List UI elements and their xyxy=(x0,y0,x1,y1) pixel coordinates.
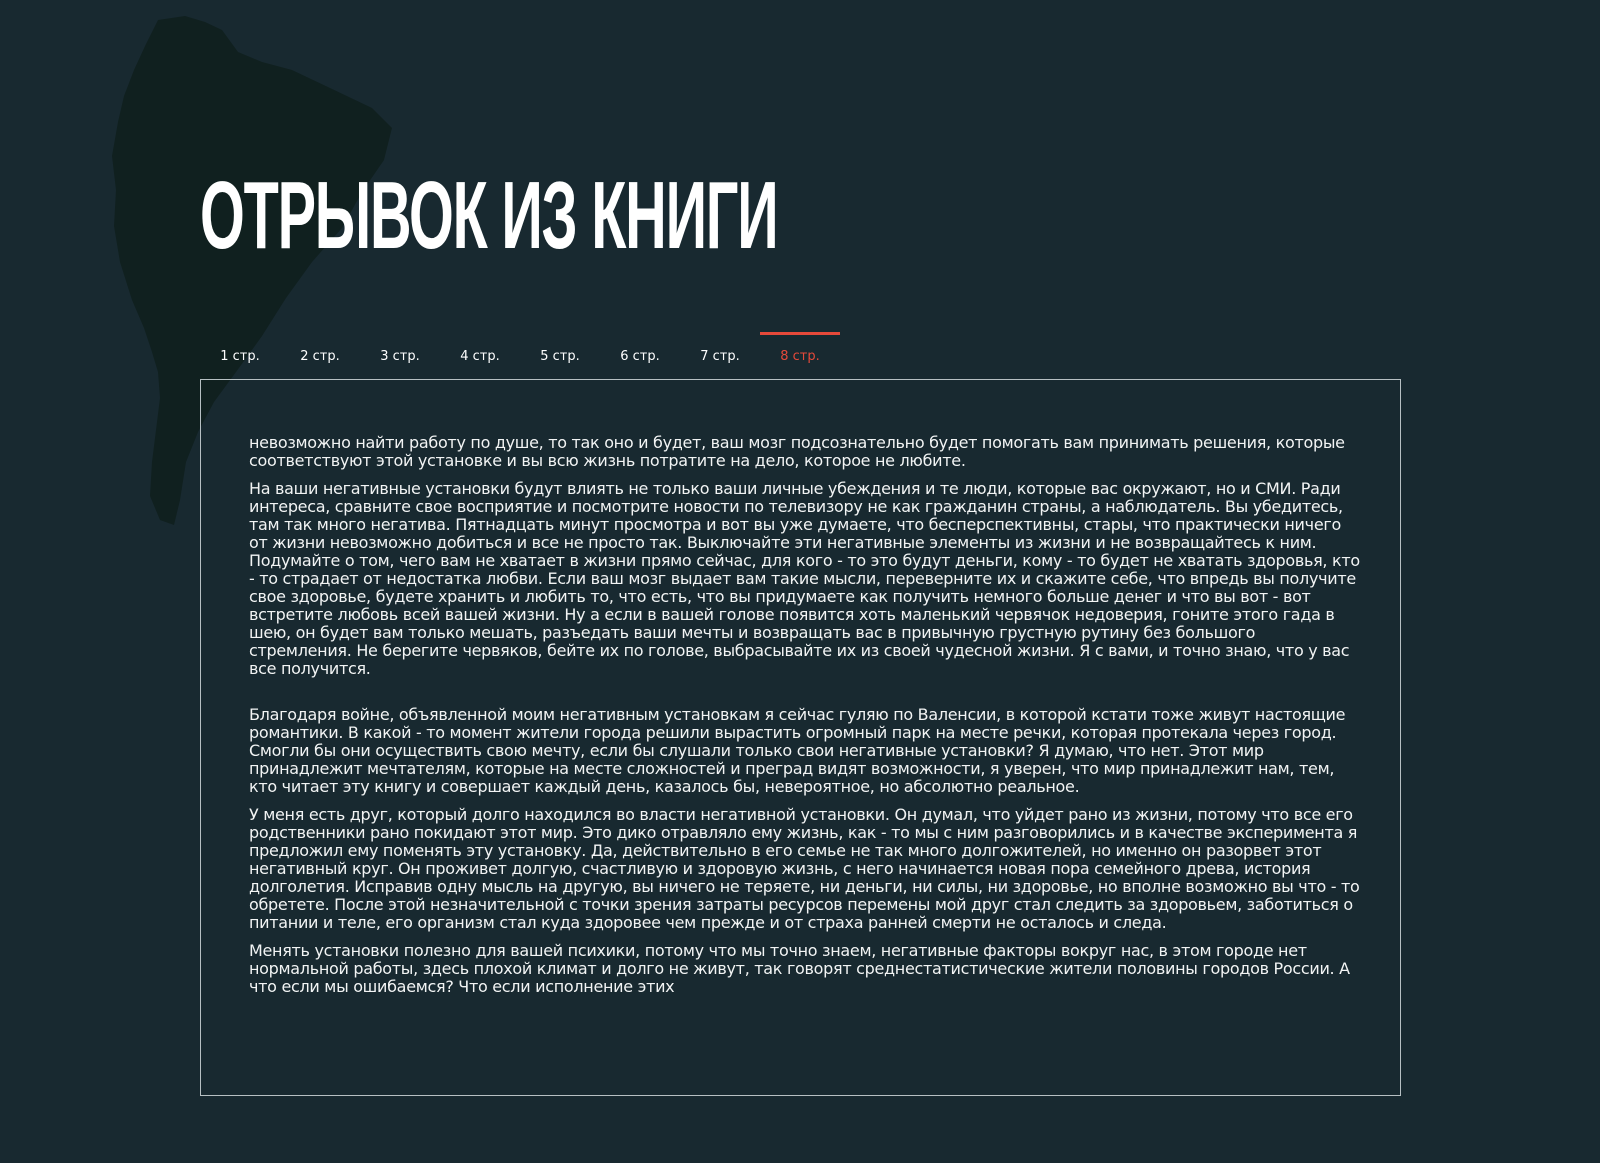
page-tabs xyxy=(200,332,840,372)
tab-page-7[interactable]: 7 стр. xyxy=(700,349,740,364)
tab-page-6[interactable]: 6 стр. xyxy=(620,349,660,364)
excerpt-paragraph: Благодаря войне, объявленной моим негативным установкам я сейчас гуляю по Валенсии, в которой кстати тоже живут настоящие романтики. В какой - то момент жители города решили вырастить огромный парк на месте речки, которая протекала через город. Смогли бы они осуществить свою мечту, если бы слушали только свои негативные установки? Я думаю, что нет. Этот мир принадлежит мечтателям, которые на месте сложностей и преград видят возможности, я уверен, что мир принадлежит нам, тем, кто читает эту книгу и совершает каждый день, казалось бы, невероятное, но абсолютно реальное. xyxy=(249,705,1346,796)
excerpt-paragraph: невозможно найти работу по душе, то так оно и будет, ваш мозг подсознательно будет помогать вам принимать решения, которые соответствуют этой установке и вы всю жизнь потратите на дело, которое не любите. xyxy=(249,433,1345,470)
tab-page-3[interactable]: 3 стр. xyxy=(380,349,420,364)
tab-page-8[interactable]: 8 стр. xyxy=(760,332,840,372)
excerpt-paragraph: На ваши негативные установки будут влиять не только ваши личные убеждения и те люди, которые вас окружают, но и СМИ. Ради интереса, сравните свое восприятие и посмотрите новости по телевизору не как гражданин страны, а наблюдатель. Вы убедитесь, там так много негатива. Пятнадцать минут просмотра и вот вы уже думаете, что бесперспективны, стары, что практически ничего от жизни невозможно добиться и все не просто так. Выключайте эти негативные элементы из жизни и не возвращайтесь к ним. Подумайте о том, чего вам не хватает в жизни прямо сейчас, для кого - то это будут деньги, кому - то будет не хватать здоровья, кто - то страдает от недостатка любви. Если ваш мозг выдает вам такие мысли, переверните их и скажите себе, что впредь вы получите свое здоровье, будете хранить и любить то, что есть, что вы придумаете как получить немного больше денег и что вы вот - вот встретите любовь всей вашей жизни. Ну а если в вашей голове появится хоть маленький червячок недоверия, гоните этого гада в шею, он будет вам только мешать, разъедать ваши мечты и возвращать вас в привычную грустную рутину без большого стремления. Не берегите червяков, бейте их по голове, выбрасывайте их из своей чудесной жизни. Я с вами, и точно знаю, что у вас все получится. xyxy=(249,479,1360,678)
tab-page-5[interactable]: 5 стр. xyxy=(540,349,580,364)
excerpt-paragraph: Менять установки полезно для вашей психики, потому что мы точно знаем, негативные факторы вокруг нас, в этом городе нет нормальной работы, здесь плохой климат и долго не живут, так говорят среднестатистические жители половины городов России. А что если мы ошибаемся? Что если исполнение этих xyxy=(249,941,1350,996)
tab-page-2[interactable]: 2 стр. xyxy=(300,349,340,364)
page-title: ОТРЫВОК ИЗ КНИГИ xyxy=(200,162,778,269)
excerpt-paragraph: У меня есть друг, который долго находился во власти негативной установки. Он думал, что уйдет рано из жизни, потому что все его родственники рано покидают этот мир. Это дико отравляло ему жизнь, как - то мы с ним разговорились и в качестве эксперимента я предложил ему поменять эту установку. Да, действительно в его семье не так много долгожителей, но именно он разорвет этот негативный круг. Он проживет долгую, счастливую и здоровую жизнь, с него начинается новая пора семейного древа, история долголетия. Исправив одну мысль на другую, вы ничего не теряете, ни деньги, ни силы, ни здоровье, но вполне возможно вы что - то обретете. После этой незначительной с точки зрения затраты ресурсов перемены мой друг стал следить за здоровьем, заботиться о питании и теле, его организм стал куда здоровее чем прежде и от страха ранней смерти не осталось и следа. xyxy=(249,805,1360,932)
tab-page-1[interactable]: 1 стр. xyxy=(220,349,260,364)
book-excerpt-content[interactable] xyxy=(200,379,1401,1096)
tab-page-4[interactable]: 4 стр. xyxy=(460,349,500,364)
